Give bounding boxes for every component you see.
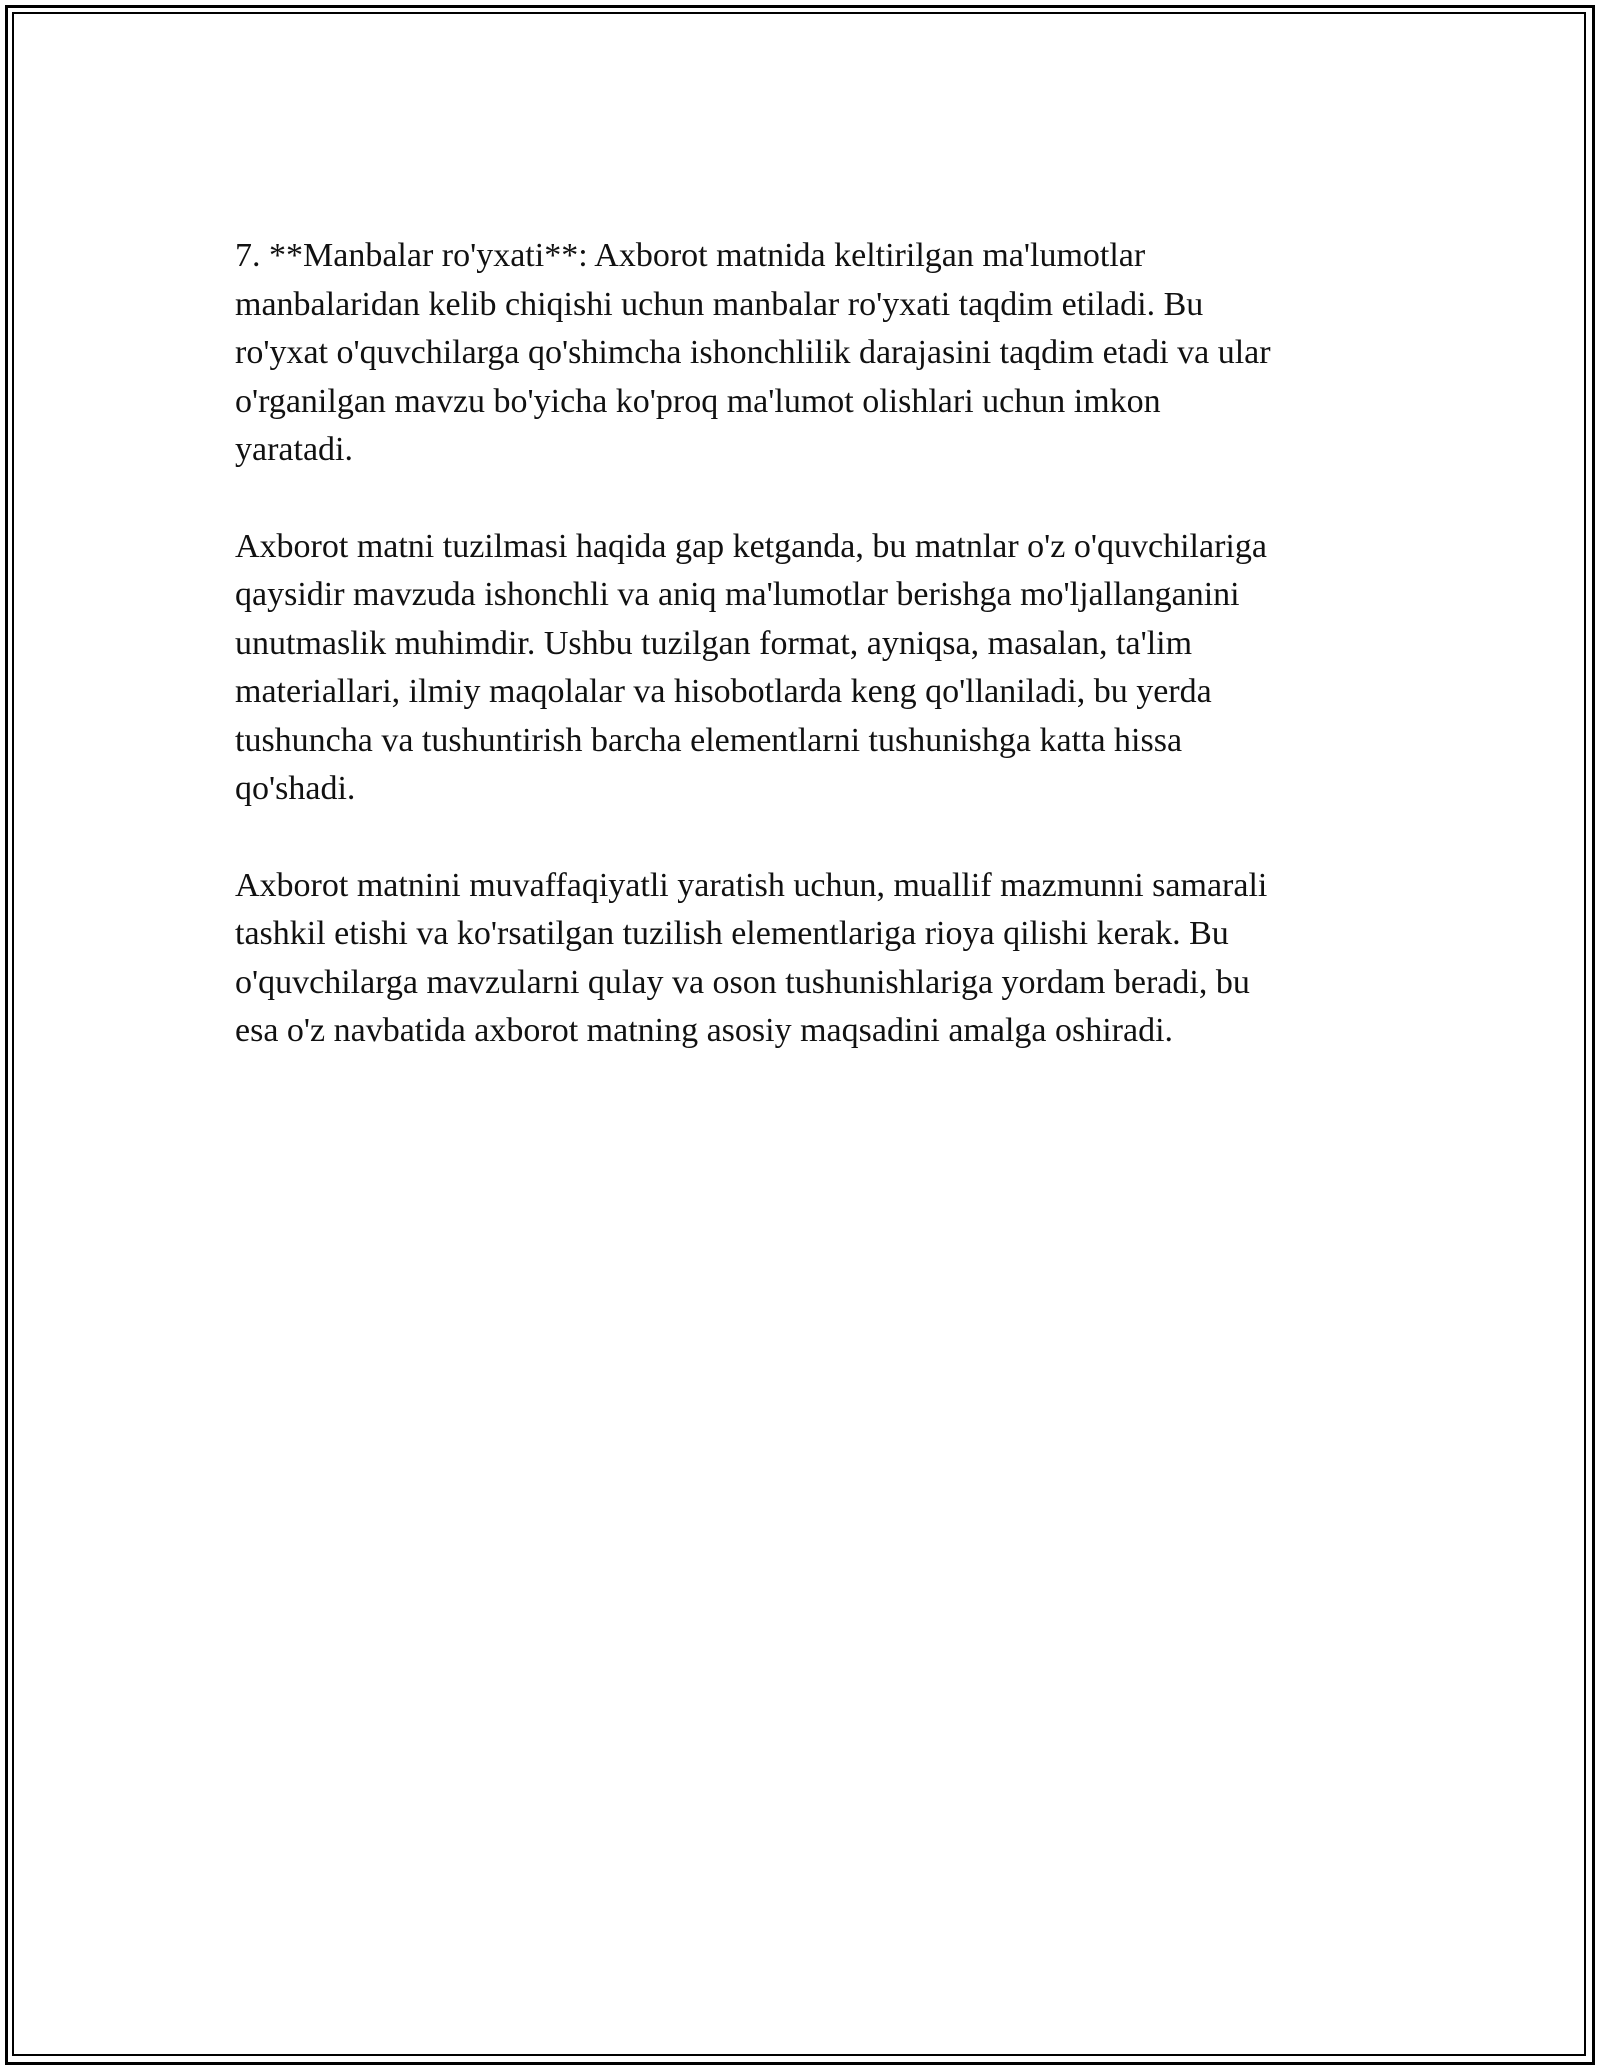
text-line: qaysidir mavzuda ishonchli va aniq ma'lumotlar berishga mo'ljallanganini bbox=[235, 576, 1240, 613]
text-line: qo'shadi. bbox=[235, 770, 356, 807]
text-line: esa o'z navbatida axborot matning asosiy maqsadini amalga oshiradi. bbox=[235, 1012, 1174, 1049]
text-line: unutmaslik muhimdir. Ushbu tuzilgan format, ayniqsa, masalan, ta'lim bbox=[235, 624, 1193, 662]
text-line: o'quvchilarga mavzularni qulay va oson tushunishlariga yordam beradi, bu bbox=[235, 963, 1250, 1001]
text-line: manbalaridan kelib chiqishi uchun manbalar ro'yxati taqdim etiladi. Bu bbox=[235, 285, 1204, 323]
text-line: 7. **Manbalar ro'yxati**: Axborot matnida keltirilgan ma'lumotlar bbox=[235, 237, 1146, 274]
text-line: Axborot matnini muvaffaqiyatli yaratish uchun, muallif mazmunni samarali bbox=[235, 866, 1268, 904]
paragraph-sources-list bbox=[235, 232, 1365, 475]
text-line: tashkil etishi va ko'rsatilgan tuzilish elementlariga rioya qilishi kerak. Bu bbox=[235, 915, 1229, 952]
document-body bbox=[235, 232, 1365, 1104]
text-line: o'rganilgan mavzu bo'yicha ko'proq ma'lumot olishlari uchun imkon bbox=[235, 382, 1161, 420]
text-line: tushuncha va tushuntirish barcha elementlarni tushunishga katta hissa bbox=[235, 721, 1183, 759]
paragraph-structure-note bbox=[235, 523, 1365, 814]
text-line: ro'yxat o'quvchilarga qo'shimcha ishonchlilik darajasini taqdim etadi va ular bbox=[235, 334, 1271, 371]
text-line: yaratadi. bbox=[235, 431, 353, 468]
text-line: Axborot matni tuzilmasi haqida gap ketganda, bu matnlar o'z o'quvchilariga bbox=[235, 527, 1267, 565]
text-line: materiallari, ilmiy maqolalar va hisobotlarda keng qo'llaniladi, bu yerda bbox=[235, 673, 1212, 710]
paragraph-conclusion bbox=[235, 862, 1365, 1056]
